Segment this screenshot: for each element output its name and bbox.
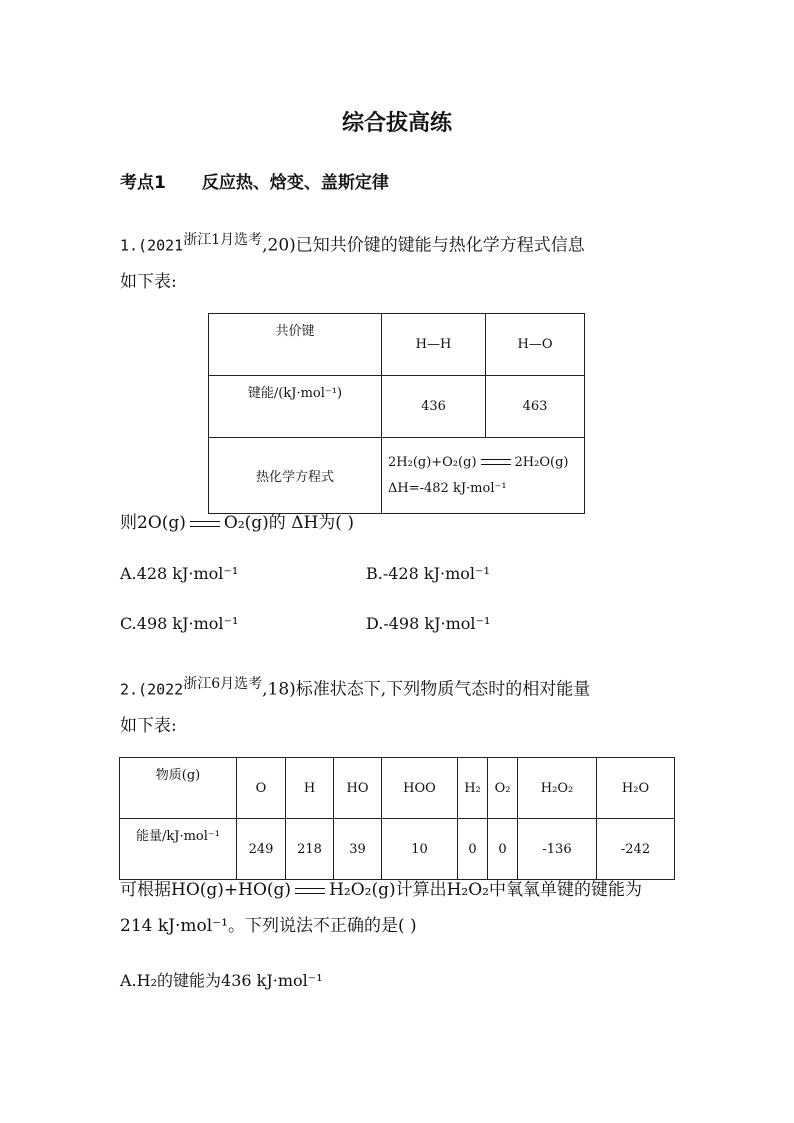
thermo-equation-cell <box>382 438 585 514</box>
table-header-cell: H₂O <box>597 758 675 819</box>
table-row-label: 键能/(kJ·mol⁻¹) <box>209 376 382 438</box>
equation-right: 2H₂O(g) <box>514 454 569 470</box>
q2-option-a: A.H₂的键能为436 kJ·mol⁻¹ <box>120 971 323 990</box>
q1-source: 浙江1月选考 <box>183 232 263 248</box>
q2-stem3-right: H₂O₂(g)计算出H₂O₂中氧氧单键的键能为 <box>329 880 642 900</box>
q2-stem-line2: 如下表: <box>120 716 177 736</box>
q2-stem3-left: 可根据HO(g)+HO(g) <box>120 880 292 900</box>
table-header-cell: H—H <box>382 314 486 376</box>
table-header-cell: HOO <box>382 758 458 819</box>
q1-question-right: O₂(g)的 ΔH为( ) <box>223 513 354 533</box>
q1-stem-line2: 如下表: <box>120 272 177 292</box>
table-cell: 436 <box>382 376 486 438</box>
table-cell: -242 <box>597 819 675 880</box>
page-title: 综合拔高练 <box>341 111 452 136</box>
table-header-cell: 共价键 <box>209 314 382 376</box>
q1-prefix: 1.(2021 <box>120 236 184 255</box>
q2-source: 浙江6月选考 <box>183 676 263 692</box>
table-row <box>120 819 675 880</box>
table-row-label: 物质(g) <box>120 758 237 819</box>
equals-sign-icon <box>295 888 325 894</box>
q2-prefix: 2.(2022 <box>120 680 184 699</box>
equation-dh: ΔH=-482 kJ·mol⁻¹ <box>388 480 507 496</box>
table-cell: 0 <box>488 819 518 880</box>
equals-sign-icon <box>190 521 220 527</box>
table-row <box>120 758 675 819</box>
table-row-label: 能量/kJ·mol⁻¹ <box>120 819 237 880</box>
equation-left: 2H₂(g)+O₂(g) <box>388 454 477 470</box>
q2-stem-tail: ,18)标准状态下,下列物质气态时的相对能量 <box>262 679 591 700</box>
table-row <box>209 314 585 376</box>
q1-option-c: C.498 kJ·mol⁻¹ <box>120 614 239 633</box>
table-row <box>209 376 585 438</box>
q1-option-d: D.-498 kJ·mol⁻¹ <box>366 614 491 633</box>
table-cell: 218 <box>286 819 334 880</box>
section-heading <box>120 168 389 193</box>
relative-energy-table <box>119 757 675 880</box>
q1-question-left: 则2O(g) <box>120 513 186 533</box>
table-cell: 463 <box>486 376 585 438</box>
table-row <box>209 438 585 514</box>
table-header-cell: O <box>237 758 286 819</box>
table-header-cell: H₂O₂ <box>518 758 597 819</box>
q1-question <box>120 511 354 535</box>
table-header-cell: H—O <box>486 314 585 376</box>
q2-stem-line4: 214 kJ·mol⁻¹。下列说法不正确的是( ) <box>120 916 417 936</box>
equals-sign-icon <box>481 459 511 465</box>
q1-option-b: B.-428 kJ·mol⁻¹ <box>366 564 490 583</box>
table-header-cell: HO <box>334 758 382 819</box>
section-label: 考点1 <box>120 173 166 193</box>
q1-stem-line1 <box>120 228 585 258</box>
q2-stem-line3 <box>120 878 642 902</box>
table-header-cell: H <box>286 758 334 819</box>
table-cell: 0 <box>458 819 488 880</box>
table-row-label: 热化学方程式 <box>209 438 382 514</box>
table-header-cell: O₂ <box>488 758 518 819</box>
q1-stem-tail: ,20)已知共价键的键能与热化学方程式信息 <box>262 235 585 256</box>
table-cell: 249 <box>237 819 286 880</box>
table-cell: 10 <box>382 819 458 880</box>
table-cell: -136 <box>518 819 597 880</box>
bond-energy-table <box>208 313 585 514</box>
q2-stem-line1 <box>120 672 590 702</box>
section-topic: 反应热、焓变、盖斯定律 <box>201 173 389 193</box>
q1-option-a: A.428 kJ·mol⁻¹ <box>120 564 239 583</box>
table-header-cell: H₂ <box>458 758 488 819</box>
table-cell: 39 <box>334 819 382 880</box>
